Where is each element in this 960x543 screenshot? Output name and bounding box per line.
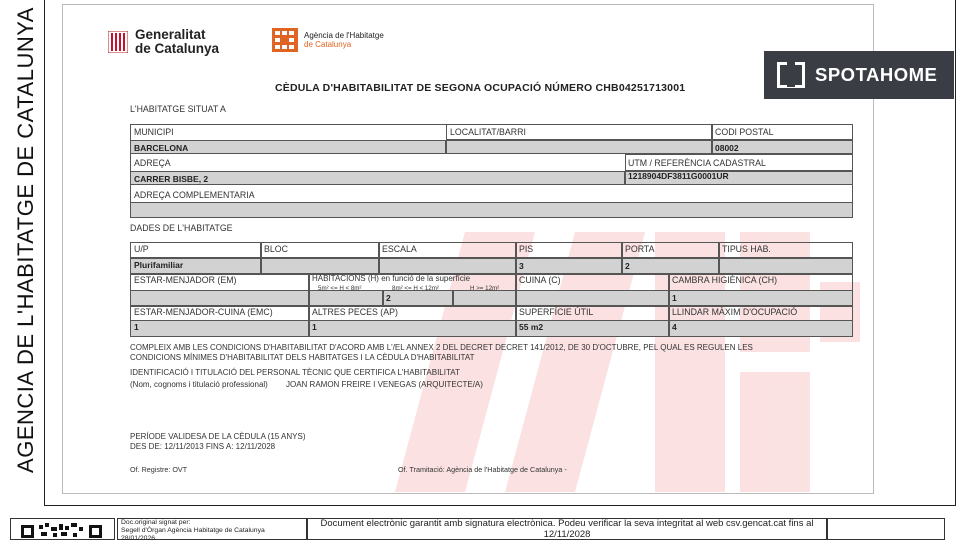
altres-field <box>309 320 516 337</box>
vertical-agency-text: AGENCIA DE L'HABITATGE DE CATALUNYA <box>13 7 38 473</box>
codi-postal-value: 08002 <box>715 143 739 153</box>
altres-label: ALTRES PECES (AP) <box>312 307 398 317</box>
verification-notice <box>310 519 824 540</box>
emc-value: 1 <box>134 322 139 332</box>
municipi-value: BARCELONA <box>134 143 189 153</box>
cambra-label: CAMBRA HIGIÈNICA (CH) <box>672 275 778 285</box>
pis-field <box>516 258 622 274</box>
up-value: Plurifamiliar <box>134 260 184 270</box>
compliance-line1: COMPLEIX AMB LES CONDICIONS D'HABITABILITAT D'ACORD AMB L'/EL ANNEX 2 DEL DECRET DECRET 141/2012, DE 30 D'OCTUBRE, PEL QUAL ES REGULEN LES <box>130 343 753 352</box>
emc-field <box>130 320 309 337</box>
bloc-field <box>261 258 379 274</box>
signed-line2: Segell d'Òrgan Agència Habitatge de Catalunya <box>121 527 265 534</box>
tecnic-label: (Nom, cognoms i titulació professional) <box>130 380 268 389</box>
habitacions-field-1 <box>309 290 383 306</box>
stamp-box <box>827 518 945 540</box>
generalitat-line1: Generalitat <box>135 27 206 42</box>
utm-label: UTM / REFERÈNCIA CADASTRAL <box>628 158 766 168</box>
habitacions-value: 2 <box>386 293 391 303</box>
signed-line1: Doc.original signat per: <box>121 519 191 526</box>
signed-line3: 28/01/2026 <box>121 535 156 542</box>
spotahome-logo <box>764 51 954 99</box>
porta-field <box>622 258 719 274</box>
habitacions-field-3 <box>453 290 516 306</box>
emc-label: ESTAR-MENJADOR-CUINA (EMC) <box>134 307 273 317</box>
spotahome-bracket-icon <box>777 62 805 88</box>
pis-label: PIS <box>519 244 534 254</box>
qr-pattern-icon <box>39 523 85 539</box>
vertical-agency-label <box>6 0 46 480</box>
of-tramitacio: Of. Tramitació: Agència de l'Habitatge de Catalunya - <box>398 465 567 474</box>
qr-code <box>10 518 115 540</box>
localitat-label: LOCALITAT/BARRI <box>450 127 526 137</box>
tecnic-value: JOAN RAMON FREIRE I VENEGAS (ARQUITECTE/A) <box>286 380 483 389</box>
habitacions-range-1: 5m² <= H < 8m² <box>318 285 362 292</box>
up-label: U/P <box>134 244 149 254</box>
tipus-field <box>719 258 853 274</box>
localitat-field <box>446 140 712 154</box>
certificate-title: CÈDULA D'HABITABILITAT DE SEGONA OCUPACIÓ NÚMERO CHB04251713001 <box>275 82 686 94</box>
spotahome-name: SPOTAHOME <box>815 64 938 85</box>
section-heading-location: L'HABITATGE SITUAT A <box>130 104 226 114</box>
adreca-value: CARRER BISBE, 2 <box>134 174 209 184</box>
periode-label: PERÍODE VALIDESA DE LA CÈDULA (15 ANYS) <box>130 432 306 441</box>
notice-line1: Document electrònic garantit amb signatura electrònica. Podeu verificar la seva integritat al web csv.gencat.cat fins al <box>320 518 814 529</box>
superficie-label: SUPERFÍCIE ÚTIL <box>519 307 594 317</box>
agencia-grid-icon <box>272 28 298 52</box>
tipus-label: TIPUS HAB. <box>722 244 771 254</box>
cuina-label: CUINA (C) <box>519 275 561 285</box>
adreca-complementaria-label: ADREÇA COMPLEMENTARIA <box>134 190 255 200</box>
porta-value: 2 <box>625 261 630 271</box>
cambra-value: 1 <box>672 293 677 303</box>
qr-finder-right-icon <box>89 525 102 538</box>
bloc-label: BLOC <box>264 244 288 254</box>
habitacions-label: HABITACIONS (H) en funció de la superfície <box>312 274 471 283</box>
escala-label: ESCALA <box>382 244 417 254</box>
tecnic-heading: IDENTIFICACIÓ I TITULACIÓ DEL PERSONAL TÈCNIC QUE CERTIFICA L'HABITABILITAT <box>130 368 460 377</box>
pis-value: 3 <box>519 261 524 271</box>
notice-line2: 12/11/2028 <box>543 528 591 540</box>
agencia-line2: de Catalunya <box>304 40 352 49</box>
of-registre: Of. Registre: OVT <box>130 465 188 474</box>
estar-label: ESTAR-MENJADOR (EM) <box>134 275 237 285</box>
habitacions-field-2 <box>383 290 453 306</box>
adreca-complementaria-field <box>130 202 853 218</box>
porta-label: PORTA <box>625 244 655 254</box>
cuina-field <box>516 290 669 306</box>
municipi-label: MUNICIPI <box>134 127 174 137</box>
compliance-line2: CONDICIONS MÍNIMES D'HABITABILITAT DELS HABITATGES I LA CÈDULA D'HABITABILITAT <box>130 353 475 362</box>
generalitat-emblem-icon <box>108 31 128 53</box>
generalitat-line2: de Catalunya <box>135 41 220 56</box>
compliance-text <box>130 343 820 363</box>
habitacions-range-3: H >= 12m² <box>470 285 500 292</box>
cambra-field <box>669 290 853 306</box>
adreca-label: ADREÇA <box>134 158 171 168</box>
llindar-field <box>669 320 853 337</box>
estar-field <box>130 290 309 306</box>
altres-value: 1 <box>312 322 317 332</box>
qr-finder-left-icon <box>21 525 34 538</box>
superficie-value: 55 m2 <box>519 322 544 332</box>
habitacions-range-2: 8m² <= H < 12m² <box>392 285 439 292</box>
periode-value: DES DE: 12/11/2013 FINS A: 12/11/2028 <box>130 442 276 451</box>
agencia-line1: Agència de l'Habitatge <box>304 31 384 40</box>
generalitat-logo <box>108 28 219 56</box>
utm-value: 1218904DF3811G0001UR <box>628 171 729 181</box>
llindar-label: LLINDAR MÀXIM D'OCUPACIÓ <box>672 307 798 317</box>
section-heading-dwelling: DADES DE L'HABITATGE <box>130 223 233 233</box>
up-header-cell <box>130 242 261 258</box>
escala-field <box>379 258 516 274</box>
codi-postal-label: CODI POSTAL <box>715 127 774 137</box>
agencia-habitatge-logo <box>272 28 384 52</box>
llindar-value: 4 <box>672 322 677 332</box>
